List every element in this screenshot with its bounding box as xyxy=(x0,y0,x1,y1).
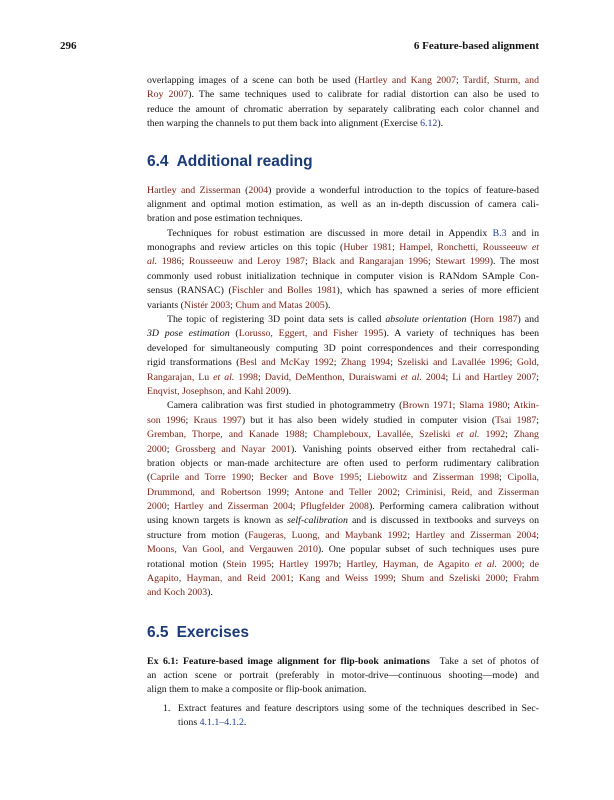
text-line xyxy=(147,342,539,356)
text: reduce the amount of chromatic aberration by separately calibrating each color channel and xyxy=(147,103,539,115)
text-line xyxy=(147,198,539,212)
text: ) but it has also been widely studied in computer vision ( xyxy=(241,414,496,426)
text: Camera calibration was first studied in photogrammetry ( xyxy=(167,400,403,412)
text-line xyxy=(147,683,539,697)
citation-link[interactable]: 2000 xyxy=(147,501,167,513)
text: ; xyxy=(359,472,368,484)
citation-link[interactable]: 1992 xyxy=(479,429,506,441)
text: ; xyxy=(292,501,301,513)
running-head: 6 Feature-based alignment xyxy=(413,40,539,52)
text: ; xyxy=(390,357,398,369)
text: ( xyxy=(147,472,151,484)
citation-link[interactable]: Hartley and Zisserman 2004 xyxy=(174,501,293,513)
text: ; xyxy=(338,558,347,570)
citation-link[interactable]: et xyxy=(531,242,539,254)
text: ) provide a wonderful introduction to the topics of feature-based xyxy=(268,184,539,196)
text-line xyxy=(147,117,539,131)
cross-reference-link[interactable]: 4.1.1–4.1.2 xyxy=(199,717,244,729)
citation-link[interactable]: et al. xyxy=(456,429,480,441)
text-line xyxy=(147,299,539,313)
citation-link[interactable]: Horn 1987 xyxy=(473,314,518,326)
text-line xyxy=(147,543,539,557)
citation-link[interactable]: Tardif, Sturm, and xyxy=(463,75,539,86)
text-line xyxy=(147,414,539,428)
citation-link[interactable]: Kang and Weiss 1999 xyxy=(298,573,394,585)
text: ). The same techniques used to calibrate for radial distortion can also be used to xyxy=(188,89,539,101)
text: align them to make a composite or flip-book animation. xyxy=(147,684,367,696)
text: ; xyxy=(286,486,295,498)
text: sensus (RANSAC) ( xyxy=(147,285,232,297)
citation-link[interactable]: Tsai 1987 xyxy=(495,414,537,426)
list-item-number: 1. xyxy=(163,703,171,714)
text-line xyxy=(147,385,539,399)
text: ; xyxy=(536,371,540,383)
citation-link[interactable]: et al. xyxy=(400,371,422,383)
citation-link[interactable]: son 1996 xyxy=(147,414,186,426)
citation-link[interactable]: 1986 xyxy=(157,256,182,268)
text: ; xyxy=(445,371,453,383)
page-number: 296 xyxy=(60,40,77,52)
text: ). xyxy=(207,587,213,599)
text: ; xyxy=(166,501,175,513)
text-line xyxy=(147,457,539,471)
section-heading-additional-reading xyxy=(147,152,313,172)
text: ; xyxy=(505,573,514,585)
text: ). xyxy=(324,299,331,311)
citation-link[interactable]: Becker and Bove 1995 xyxy=(259,472,359,484)
citation-link[interactable]: Pflugfelder 2008 xyxy=(300,501,369,513)
paragraph-intro xyxy=(147,74,539,132)
text: rigid transformations ( xyxy=(147,357,240,369)
text-line xyxy=(147,558,539,572)
cross-reference-link[interactable]: B.3 xyxy=(492,227,507,239)
text: bration and pose estimation techniques. xyxy=(147,213,303,225)
text: ). xyxy=(437,118,444,130)
text: ). The most xyxy=(489,256,539,268)
text-line xyxy=(147,284,539,298)
citation-link[interactable]: et al. xyxy=(474,558,497,570)
text-line xyxy=(147,74,539,88)
text: ; xyxy=(230,299,236,311)
citation-link[interactable]: Enqvist, Josephson, and Kahl 2009 xyxy=(147,385,286,397)
paragraph-hartley-zisserman xyxy=(147,184,539,227)
text: ; xyxy=(505,429,514,441)
text: ; xyxy=(166,443,176,455)
text: ; xyxy=(251,472,260,484)
text: bration objects or man-made architecture are often used to perform rudimentary calibration xyxy=(147,457,539,469)
citation-link[interactable]: Stein 1995 xyxy=(226,558,272,570)
text: ; xyxy=(304,256,313,268)
text: an action scene or portrait (preferably in motor-drive—continuous shooting—mode) and xyxy=(147,669,539,681)
text-line xyxy=(147,514,539,528)
citation-link[interactable]: Shum and Szeliski 2000 xyxy=(401,573,506,585)
citation-link[interactable]: Huber 1981 xyxy=(343,242,393,254)
text-line xyxy=(147,241,539,255)
paragraph-absolute-orientation xyxy=(147,313,539,399)
citation-link[interactable]: Hartley and Zisserman xyxy=(147,184,241,196)
text: monographs and review articles on this topic ( xyxy=(147,242,344,254)
text: Extract features and feature descriptors using some of the techniques described in Sec- xyxy=(178,703,539,714)
citation-link[interactable]: Besl and McKay 1992 xyxy=(239,357,334,369)
citation-link[interactable]: de xyxy=(529,558,539,570)
text: ; xyxy=(257,371,265,383)
text: ; xyxy=(407,529,416,541)
text: ). Vanishing points observed either from rectahedral cali- xyxy=(290,443,539,455)
text: ; xyxy=(181,256,189,268)
text: ). xyxy=(285,385,292,397)
text: ; xyxy=(392,242,400,254)
text-line xyxy=(147,486,539,500)
text: using known targets is known as xyxy=(147,515,288,527)
citation-link[interactable]: Chum and Matas 2005 xyxy=(235,299,325,311)
citation-link[interactable]: Hartley and Kang 2007 xyxy=(357,75,457,86)
text: and in xyxy=(506,227,539,239)
text: ; xyxy=(507,400,514,412)
text-line xyxy=(147,399,539,413)
text: Take a set of photos of xyxy=(429,655,540,667)
text: variants ( xyxy=(147,299,184,311)
section-title: Exercises xyxy=(176,624,249,641)
citation-link[interactable]: Brown 1971 xyxy=(402,400,453,412)
text: ). A variety of techniques has been xyxy=(383,328,540,340)
text-line xyxy=(147,500,539,514)
text-line xyxy=(147,669,539,683)
text: rotational motion ( xyxy=(147,558,227,570)
text: ; xyxy=(397,486,406,498)
text: ; xyxy=(393,573,402,585)
text: ; xyxy=(509,357,517,369)
text: ) and xyxy=(517,314,539,326)
text-line xyxy=(147,471,539,485)
text: ; xyxy=(456,75,464,86)
text-line xyxy=(147,270,539,284)
text-line xyxy=(147,371,539,385)
text-line xyxy=(147,313,539,327)
text-line xyxy=(147,586,539,600)
text: ). One popular subset of such techniques uses pure xyxy=(317,544,539,556)
text-line xyxy=(147,227,539,241)
text-line xyxy=(178,702,539,716)
text-line xyxy=(147,103,539,117)
citation-link[interactable]: Kraus 1997 xyxy=(193,414,242,426)
citation-link[interactable]: Black and Rangarajan 1996 xyxy=(312,256,428,268)
citation-link[interactable]: Grossberg and Nayar 2001 xyxy=(175,443,291,455)
citation-link[interactable]: Faugeras, Luong, and Maybank 1992 xyxy=(248,529,408,541)
text-line xyxy=(147,655,539,669)
text: alignment and optimal motion estimation, as well as an in-depth discussion of camera cali- xyxy=(147,198,539,210)
text-line xyxy=(147,88,539,102)
exercise-title: Ex 6.1: Feature-based image alignment for flip-book animations xyxy=(147,655,430,667)
text: ( xyxy=(466,314,474,326)
citation-link[interactable]: Szeliski and Lavallée 1996 xyxy=(397,357,510,369)
citation-link[interactable]: al. xyxy=(147,256,158,268)
citation-link[interactable]: Atkin- xyxy=(513,400,539,412)
text: overlapping images of a scene can both be used ( xyxy=(147,75,358,86)
citation-link[interactable]: Slama 1980 xyxy=(459,400,508,412)
citation-link[interactable]: 2000 xyxy=(496,558,522,570)
citation-link[interactable]: Hartley, Hayman, de Agapito xyxy=(346,558,475,570)
citation-link[interactable]: Criminisi, Reid, and Zisserman xyxy=(405,486,540,498)
citation-link[interactable]: Antone and Teller 2002 xyxy=(294,486,398,498)
text-line xyxy=(147,327,539,341)
text-line xyxy=(147,212,539,226)
citation-link[interactable]: Roy 2007 xyxy=(147,89,189,101)
text-line xyxy=(147,428,539,442)
section-number: 6.5 xyxy=(147,624,169,641)
citation-link[interactable]: Li and Hartley 2007 xyxy=(452,371,537,383)
citation-link[interactable]: Zhang xyxy=(513,429,539,441)
text: ; xyxy=(427,256,436,268)
text: developed for simultaneously computing 3D point correspondences and their corresponding xyxy=(147,342,539,354)
text: ), which has spawned a series of more efficient xyxy=(336,285,539,297)
citation-link[interactable]: Gold, xyxy=(516,357,539,369)
citation-link[interactable]: Drummond, and Robertson 1999 xyxy=(147,486,287,498)
citation-link[interactable]: Lorusso, Eggert, and Fisher 1995 xyxy=(238,328,384,340)
paragraph-robust-estimation xyxy=(147,227,539,313)
text: ; xyxy=(185,414,194,426)
citation-link[interactable]: and Koch 2003 xyxy=(147,587,208,599)
paragraph-camera-calibration xyxy=(147,399,539,600)
text: ; xyxy=(536,529,539,541)
citation-link[interactable]: Zhang 1994 xyxy=(340,357,391,369)
citation-link[interactable]: Champleboux, Lavallée, Szeliski xyxy=(313,429,457,441)
section-number: 6.4 xyxy=(147,153,169,170)
text: ; xyxy=(521,558,530,570)
citation-link[interactable]: Rangarajan, Lu xyxy=(147,371,214,383)
text: ; xyxy=(333,357,341,369)
citation-link[interactable]: Rousseeuw and Leroy 1987 xyxy=(188,256,305,268)
text: ; xyxy=(499,472,508,484)
citation-link[interactable]: Moons, Van Gool, and Vergauwen 2010 xyxy=(147,544,318,556)
text-line xyxy=(147,255,539,269)
section-title: Additional reading xyxy=(176,153,313,170)
text: structure from motion ( xyxy=(147,529,249,541)
emphasis-text: self-calibration xyxy=(287,515,348,527)
text: ; xyxy=(271,558,280,570)
text: and is discussed in textbooks and surveys on xyxy=(347,515,539,527)
text-line xyxy=(147,529,539,543)
citation-link[interactable]: Hartley and Zisserman 2004 xyxy=(415,529,537,541)
citation-link[interactable]: Hartley 1997b xyxy=(279,558,339,570)
text: ( xyxy=(240,184,249,196)
text-line xyxy=(147,184,539,198)
text: . xyxy=(243,717,247,729)
citation-link[interactable]: Fischler and Bolles 1981 xyxy=(231,285,337,297)
citation-link[interactable]: Nistér 2003 xyxy=(183,299,231,311)
text: tions xyxy=(178,717,200,729)
cross-reference-link[interactable]: 6.12 xyxy=(420,118,438,130)
section-heading-exercises xyxy=(147,623,249,643)
citation-link[interactable]: Frahm xyxy=(513,573,539,585)
text: then warping the channels to put them back into alignment (Exercise xyxy=(147,118,421,130)
citation-link[interactable]: 2004 xyxy=(248,184,269,196)
citation-link[interactable]: et al. xyxy=(213,371,235,383)
citation-link[interactable]: 1998 xyxy=(234,371,258,383)
text-line xyxy=(147,572,539,586)
citation-link[interactable]: Agapito, Hayman, and Reid 2001 xyxy=(147,573,291,585)
additional-reading-body xyxy=(147,184,539,601)
emphasis-text: 3D pose estimation xyxy=(147,328,230,340)
text-line xyxy=(147,356,539,370)
text: ; xyxy=(452,400,460,412)
text: ( xyxy=(229,328,239,340)
citation-link[interactable]: Caprile and Torre 1990 xyxy=(150,472,252,484)
exercise-6-1 xyxy=(147,655,539,698)
citation-link[interactable]: 2004 xyxy=(421,371,446,383)
citation-link[interactable]: David, DeMenthon, Duraiswami xyxy=(264,371,401,383)
text-line xyxy=(147,443,539,457)
text-line xyxy=(178,716,539,730)
citation-link[interactable]: Liebowitz and Zisserman 1998 xyxy=(367,472,500,484)
list-item xyxy=(178,702,539,731)
text: ). Performing camera calibration without xyxy=(368,501,539,513)
citation-link[interactable]: 2000 xyxy=(147,443,167,455)
text: commonly used robust initialization technique in computer vision is RANdom SAmple Con- xyxy=(147,270,539,282)
citation-link[interactable]: Cipolla, xyxy=(507,472,539,484)
emphasis-text: absolute orientation xyxy=(385,314,467,326)
text: ; xyxy=(304,429,314,441)
citation-link[interactable]: Gremban, Thorpe, and Kanade 1988 xyxy=(147,429,305,441)
text: ; xyxy=(290,573,299,585)
text: ; xyxy=(536,414,539,426)
text: The topic of registering 3D point data sets is called xyxy=(167,314,386,326)
citation-link[interactable]: Hampel, Ronchetti, Rousseeuw xyxy=(399,242,532,254)
citation-link[interactable]: Stewart 1999 xyxy=(435,256,490,268)
text: Techniques for robust estimation are discussed in more detail in Appendix xyxy=(167,227,493,239)
